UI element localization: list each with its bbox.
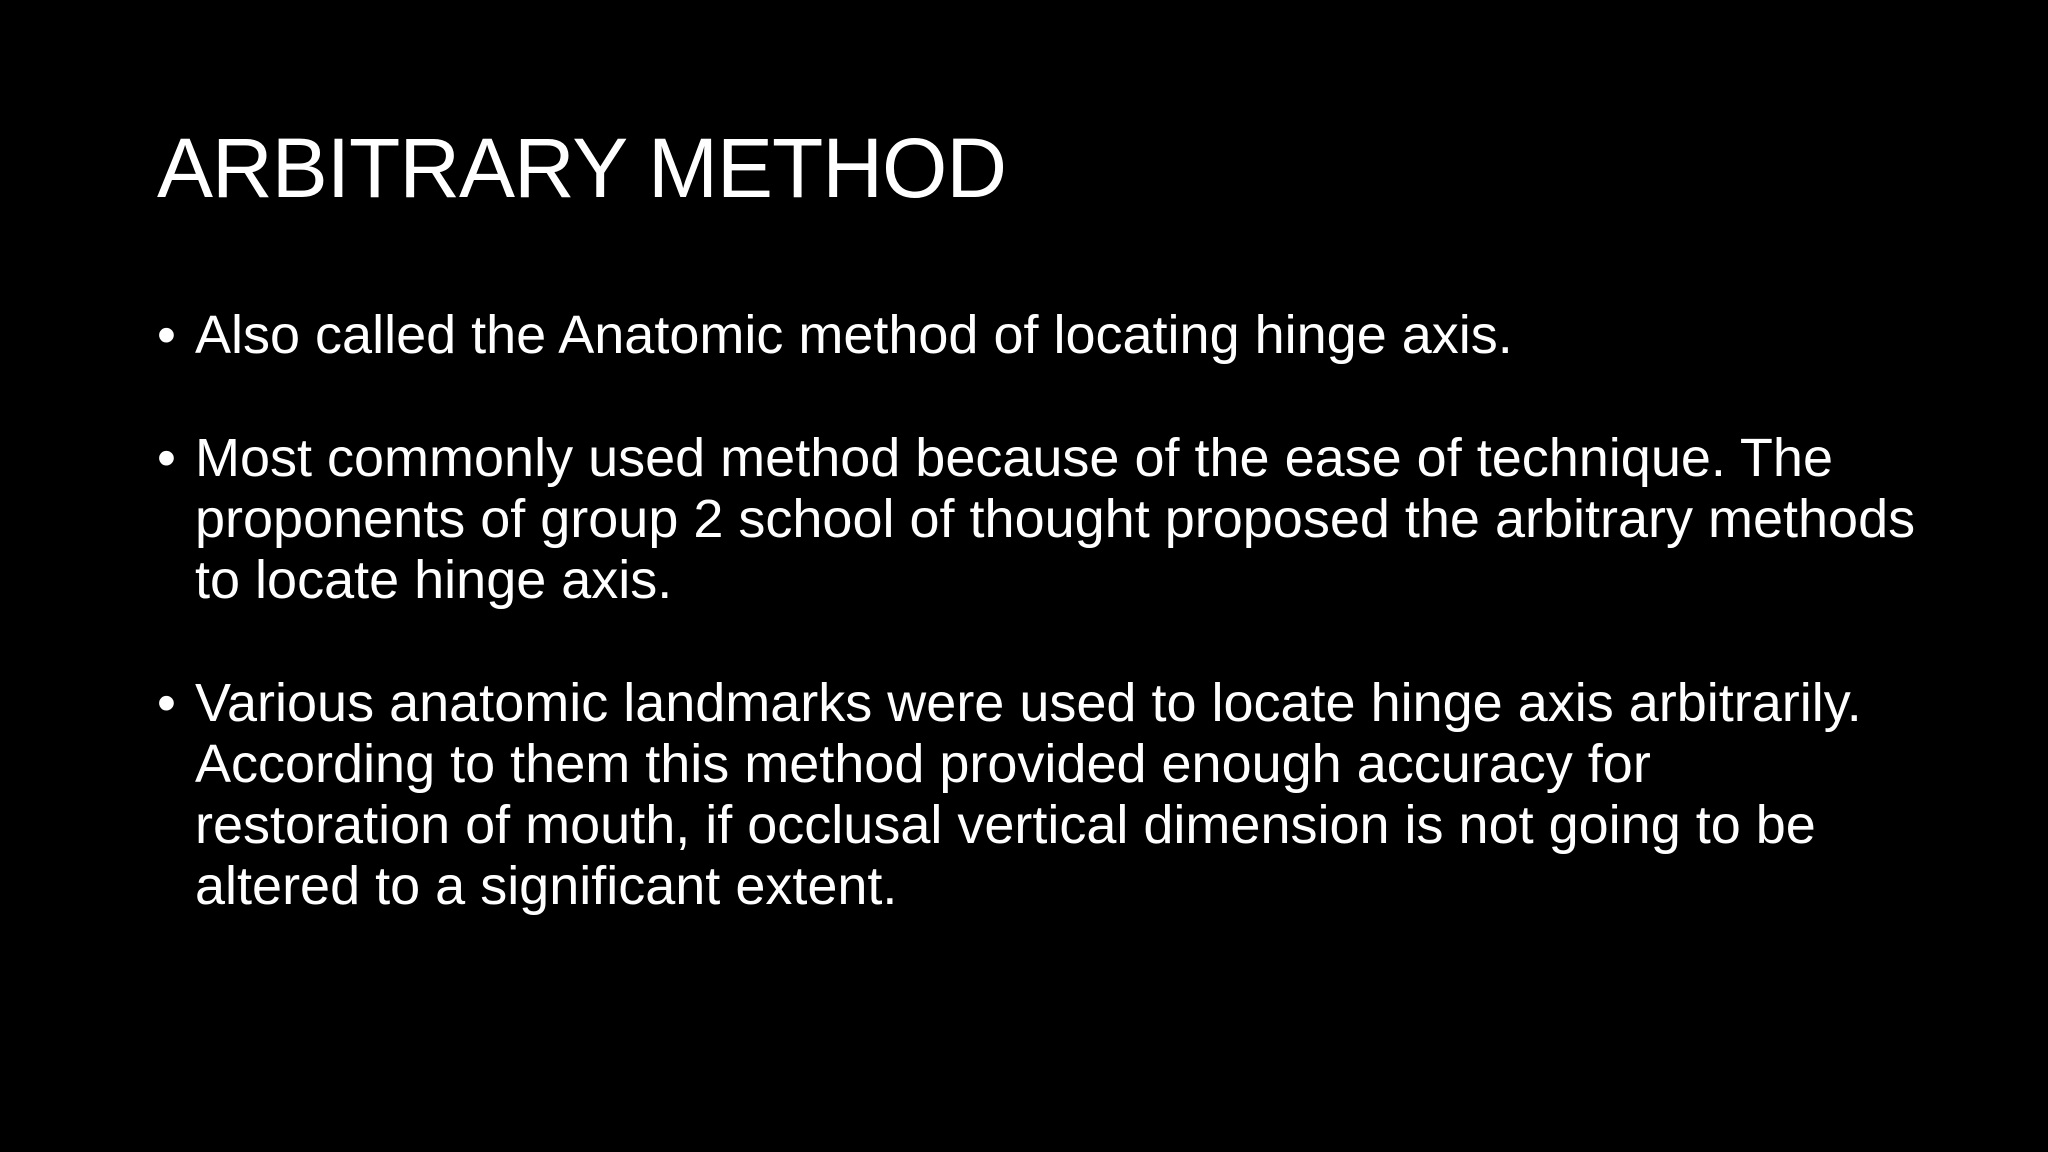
bullet-item <box>157 673 1917 917</box>
bullet-icon: • <box>157 428 176 488</box>
bullet-icon: • <box>157 305 176 365</box>
bullet-item <box>157 305 1917 366</box>
bullet-text: Various anatomic landmarks were used to locate hinge axis arbitrarily. According to them this method provided enough accuracy for restoration of mouth, if occlusal vertical dimension is not going to be altered to a significant extent. <box>195 673 1862 916</box>
bullet-item <box>157 428 1917 611</box>
bullet-text: Most commonly used method because of the ease of technique. The proponents of group 2 school of thought proposed the arbitrary methods to locate hinge axis. <box>195 428 1916 610</box>
bullet-icon: • <box>157 673 176 733</box>
bullet-text: Also called the Anatomic method of locating hinge axis. <box>195 305 1513 365</box>
bullet-list <box>157 305 1917 979</box>
slide-title: ARBITRARY METHOD <box>157 121 1007 215</box>
